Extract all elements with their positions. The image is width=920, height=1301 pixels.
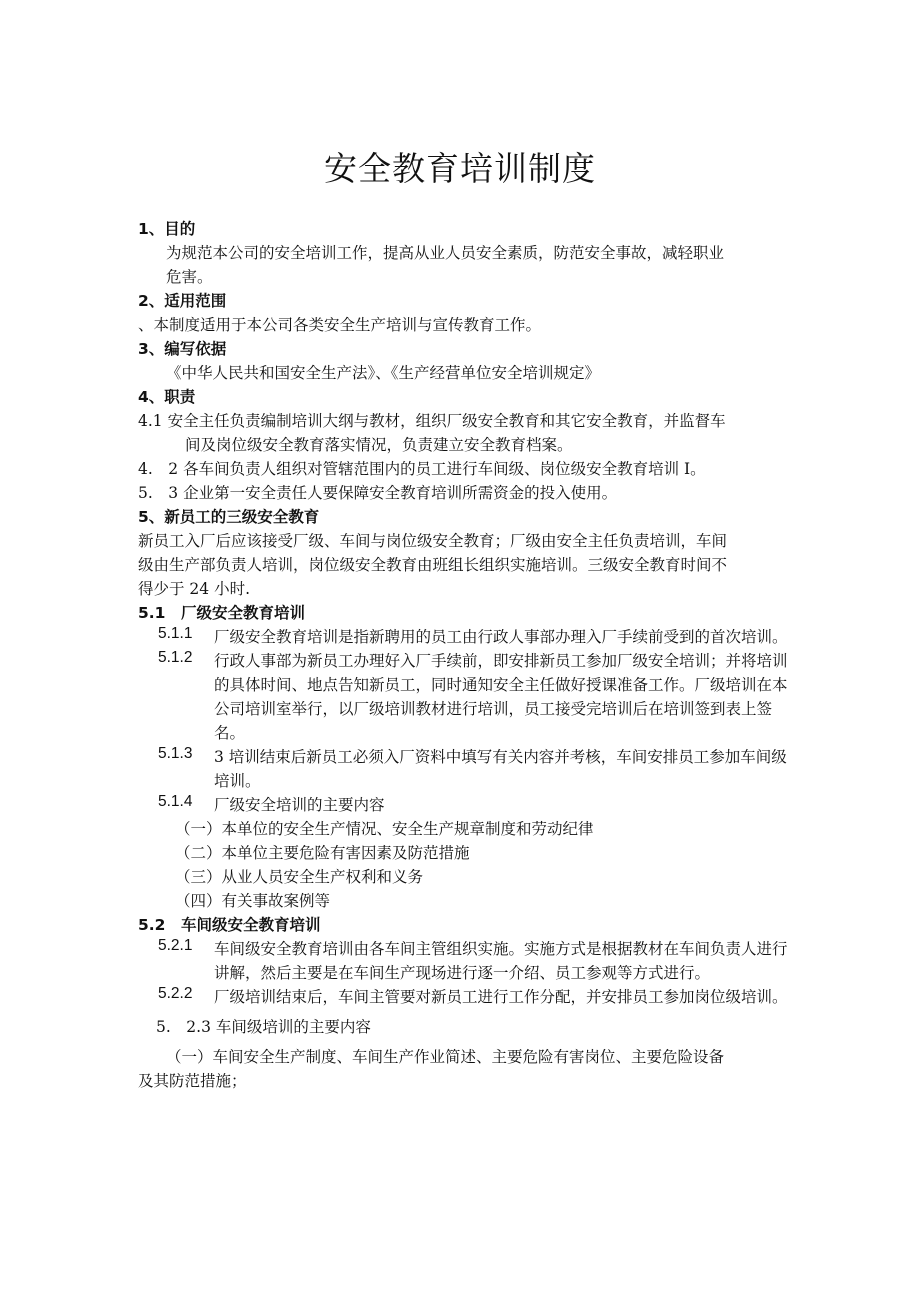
content-item: （三）从业人员安全生产权利和义务 — [175, 868, 424, 886]
section-3-text: 《中华人民共和国安全生产法》、《生产经营单位安全培训规定》 — [166, 364, 601, 382]
list-item — [138, 793, 788, 817]
section-5-intro-3: 得少于 24 小时. — [138, 580, 251, 598]
section-2-heading: 2、适用范围 — [138, 292, 227, 310]
section-4-item-1-cont: 间及岗位级安全教育落实情况，负责建立安全教育档案。 — [185, 436, 573, 454]
content-item: （二）本单位主要危险有害因素及防范措施 — [175, 844, 470, 862]
section-5-2-3-heading: 5. 2.3 车间级培训的主要内容 — [156, 1018, 371, 1036]
section-1-heading: 1、目的 — [138, 220, 196, 238]
section-5-intro-1: 新员工入厂后应该接受厂级、车间与岗位级安全教育；厂级由安全主任负责培训，车间 — [138, 532, 728, 550]
section-5-intro-2: 级由生产部负责人培训，岗位级安全教育由班组长组织实施培训。三级安全教育时间不 — [138, 556, 728, 574]
section-3-heading: 3、编写依据 — [138, 340, 227, 358]
list-item — [138, 649, 788, 745]
item-number: 5.1.3 — [158, 745, 193, 762]
item-text: 厂级安全教育培训是指新聘用的员工由行政人事部办理入厂手续前受到的首次培训。 — [214, 628, 788, 646]
page-title: 安全教育培训制度 — [324, 149, 596, 188]
section-5-1-heading: 5.1 厂级安全教育培训 — [138, 604, 305, 622]
section-4-heading: 4、职责 — [138, 388, 196, 406]
list-item — [138, 745, 788, 793]
section-5-heading: 5、新员工的三级安全教育 — [138, 508, 320, 526]
section-1-text-cont: 危害。 — [166, 268, 213, 286]
item-text: 厂级安全培训的主要内容 — [214, 796, 385, 814]
item-number: 5.1.2 — [158, 649, 193, 666]
item-number: 5.2.2 — [158, 985, 193, 1002]
list-item — [138, 985, 788, 1009]
section-5-2-heading: 5.2 车间级安全教育培训 — [138, 916, 321, 934]
section-1-text: 为规范本公司的安全培训工作，提高从业人员安全素质，防范安全事故，减轻职业 — [166, 244, 725, 262]
item-text: 车间级安全教育培训由各车间主管组织实施。实施方式是根据教材在车间负责人进行讲解，然后主要是在车间生产现场进行逐一介绍、员工参观等方式进行。 — [214, 940, 788, 982]
section-4-item-1: 4.1 安全主任负责编制培训大纲与教材，组织厂级安全教育和其它安全教育，并监督车 — [138, 412, 726, 430]
item-number: 5.2.1 — [158, 937, 193, 954]
item-text: 厂级培训结束后，车间主管要对新员工进行工作分配，并安排员工参加岗位级培训。 — [214, 988, 788, 1006]
list-item — [138, 937, 788, 985]
section-4-item-2: 4. 2 各车间负责人组织对管辖范围内的员工进行车间级、岗位级安全教育培训 I。 — [138, 460, 706, 478]
list-item — [138, 625, 788, 649]
item-number: 5.1.4 — [158, 793, 193, 810]
item-number: 5.1.1 — [158, 625, 193, 642]
section-4-item-3: 5. 3 企业第一安全责任人要保障安全教育培训所需资金的投入使用。 — [138, 484, 618, 502]
content-item: （四）有关事故案例等 — [175, 892, 331, 910]
item-text: 行政人事部为新员工办理好入厂手续前，即安排新员工参加厂级安全培训；并将培训的具体时间、地点告知新员工，同时通知安全主任做好授课准备工作。厂级培训在本公司培训室举行，以厂级培训教材进行培训，员工接受完培训后在培训签到表上签名。 — [214, 652, 788, 742]
content-item: （一）车间安全生产制度、车间生产作业简述、主要危险有害岗位、主要危险设备 — [166, 1048, 725, 1066]
content-item-cont: 及其防范措施； — [138, 1072, 247, 1090]
item-text: 3 培训结束后新员工必须入厂资料中填写有关内容并考核，车间安排员工参加车间级培训。 — [214, 748, 787, 790]
section-2-text: 、本制度适用于本公司各类安全生产培训与宣传教育工作。 — [138, 316, 542, 334]
content-item: （一）本单位的安全生产情况、安全生产规章制度和劳动纪律 — [175, 820, 594, 838]
document-body — [138, 217, 788, 1093]
